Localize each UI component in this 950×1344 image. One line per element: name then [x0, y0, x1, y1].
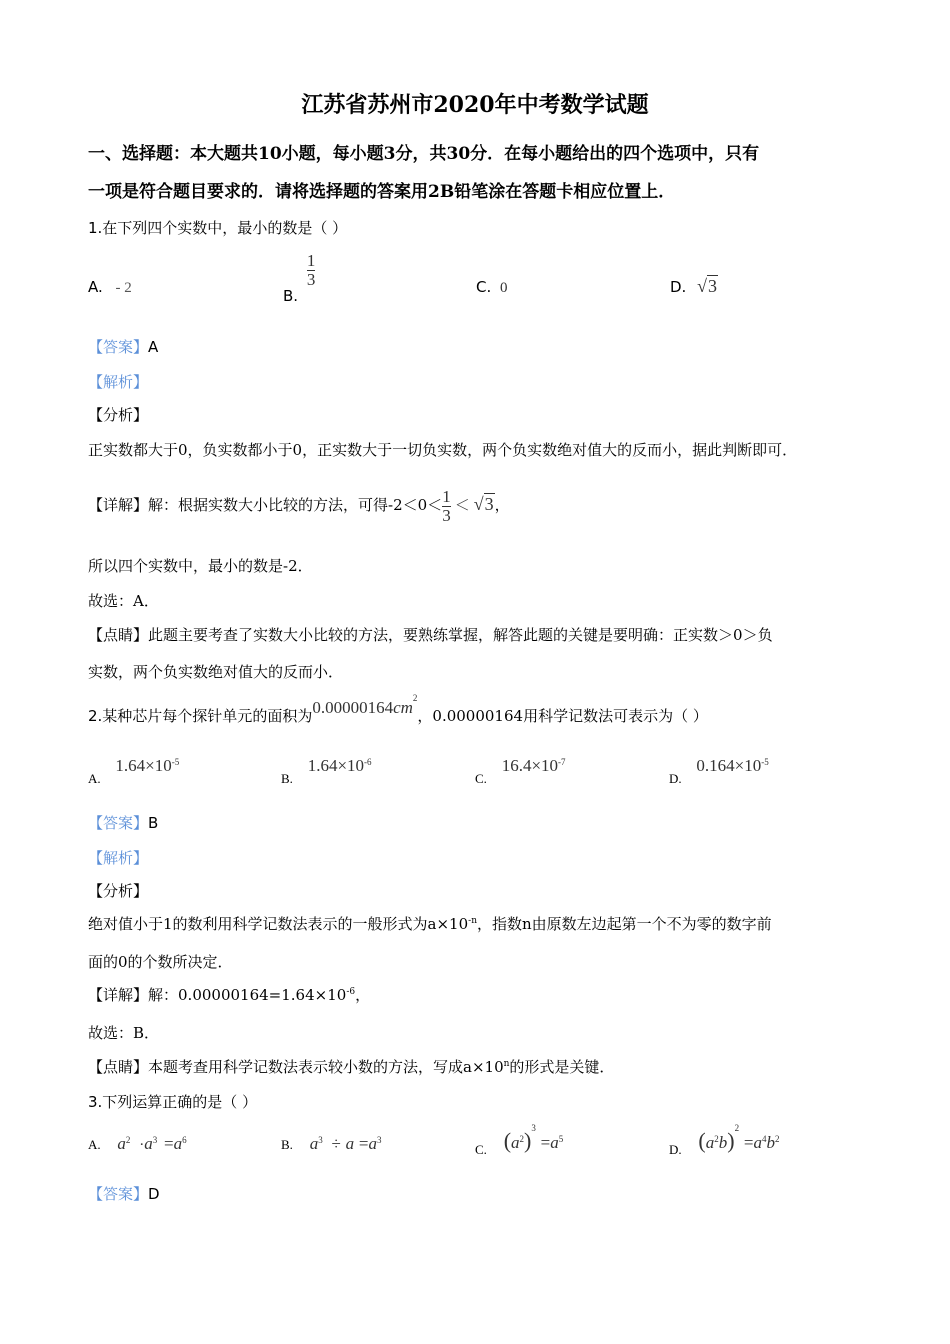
q1-fenxi-tag: 【分析】: [88, 406, 149, 424]
q3-option-a-dot: ·: [139, 1137, 145, 1153]
q3-option-b-eq: =: [358, 1134, 369, 1153]
q3-option-d-rhs-b: b: [766, 1133, 775, 1152]
q3-option-b-base2: a: [345, 1134, 355, 1153]
q2-option-a-mantissa: 1.64: [115, 756, 146, 775]
q2-fenxi1-post: ，指数n由原数左边起第一个不为零的数字前: [477, 915, 772, 933]
q2-detail-line: [88, 985, 890, 1005]
q2-detail-post: ，: [355, 986, 371, 1004]
q1-review-line2: 实数，两个负实数绝对值大的反而小．: [88, 663, 344, 681]
q1-option-a-label: A.: [88, 278, 103, 296]
q1-option-c-value: 0: [500, 280, 508, 296]
q1-review-line1: [88, 625, 890, 645]
q2-option-c-times: ×10: [531, 756, 559, 775]
q2-stem-unit: cm: [393, 698, 413, 717]
q2-option-b-times: ×10: [337, 756, 365, 775]
q3-option-d-exp4: 2: [774, 1134, 780, 1144]
q1-detail-lt: ＜: [454, 498, 470, 514]
q2-option-c-label: C.: [475, 771, 487, 786]
q2-stem-pre: 2.某种芯片每个探针单元的面积为: [88, 707, 313, 725]
q1-stem: 1.在下列四个实数中，最小的数是（ ）: [88, 219, 348, 237]
q2-detail-pre: 解：0.00000164=1.64×10: [148, 986, 347, 1004]
q1-review-tag: 【点睛】: [88, 626, 149, 644]
q1-fenxi-text: 正实数都大于0，负实数都小于0，正实数大于一切负实数，两个负实数绝对值大的反而小，据此判断即可．: [88, 441, 798, 459]
q3-option-a-label: A.: [88, 1137, 101, 1152]
q3-option-b-base1: a: [309, 1134, 319, 1153]
q1-detail-tag: 【详解】: [88, 496, 149, 514]
sqrt-icon: √: [697, 276, 707, 296]
q2-option-c-mantissa: 16.4: [501, 756, 532, 775]
q3-option-b-exp3: 3: [376, 1135, 382, 1145]
q1-detail-line: [88, 484, 890, 526]
q2-stem-number: 0.00000164: [312, 698, 394, 717]
q2-review-post: 的形式是关键．: [509, 1058, 615, 1076]
q3-option-d: D. $(a^2b)^2 =a^4b^2$: [669, 1123, 780, 1157]
q1-option-d-label: D.: [670, 278, 687, 296]
q1-option-d-radicand: 3: [708, 276, 717, 296]
q1-option-d-sqrt: [697, 276, 718, 296]
q2-option-c-exp: -7: [558, 757, 566, 767]
q1-choose: 故选：A．: [88, 592, 159, 610]
q3-answer-tag: 【答案】: [88, 1185, 149, 1203]
page-title: 江苏省苏州市2020年中考数学试题: [301, 92, 649, 118]
q2-option-a-exp: -5: [171, 757, 180, 767]
q1-conclusion: 所以四个实数中，最小的数是-2．: [88, 557, 313, 575]
q2-answer-line: [88, 813, 890, 833]
q3-option-b-base3: a: [368, 1134, 377, 1153]
q1-analysis-tag: 【解析】: [88, 373, 149, 391]
q2-fenxi-line2: 面的0的个数所决定．: [88, 953, 233, 971]
q2-detail-exp: -6: [346, 987, 356, 997]
q1-option-a-value: - 2: [115, 280, 132, 296]
q2-answer-value: B: [148, 814, 159, 832]
q3-answer-line: [88, 1184, 890, 1204]
q3-option-c-base1: a: [511, 1133, 520, 1152]
q2-answer-tag: 【答案】: [88, 814, 149, 832]
q1-option-c-label: C.: [476, 278, 492, 296]
q3-option-a-exp1: 2: [125, 1135, 131, 1145]
q1-detail-radicand: 3: [484, 494, 494, 514]
q2-option-d: [669, 756, 769, 786]
q2-fenxi1-exp: -n: [468, 916, 477, 926]
q2-option-d-label: D.: [669, 771, 682, 786]
q3-option-c-label: C.: [475, 1142, 487, 1157]
q1-option-b-denominator: 3: [306, 270, 316, 289]
q2-review-pre: 本题考查用科学记数法表示较小数的方法，写成a×10: [148, 1058, 504, 1076]
q2-option-d-mantissa: 0.164: [696, 756, 735, 775]
q1-option-b-fraction: [307, 252, 316, 289]
q3-option-c-exp2: 3: [531, 1123, 536, 1133]
q2-option-a-times: ×10: [145, 756, 172, 775]
q2-review-line: [88, 1057, 890, 1077]
q3-option-a-exp3: 6: [182, 1135, 187, 1145]
q1-detail-denominator: 3: [442, 505, 451, 525]
q2-detail-tag: 【详解】: [88, 986, 149, 1004]
q1-detail-text: 解：根据实数大小比较的方法，可得-2＜0＜: [148, 496, 443, 514]
q2-option-b: [281, 756, 372, 786]
q2-option-b-exp: -6: [364, 757, 372, 767]
q3-option-d-exp3: 4: [761, 1134, 767, 1144]
q2-fenxi-line1: [88, 914, 890, 934]
q3-option-b-label: B.: [281, 1137, 293, 1152]
q1-answer-line: [88, 337, 890, 357]
q1-detail-numerator: 1: [442, 486, 451, 506]
q2-option-b-label: B.: [281, 771, 293, 786]
q2-option-a-label: A.: [88, 771, 101, 786]
q2-option-d-times: ×10: [734, 756, 762, 775]
q1-detail-sqrt: [474, 493, 495, 514]
q3-option-b-exp1: 3: [318, 1135, 323, 1145]
q3-option-d-label: D.: [669, 1142, 682, 1157]
q1-option-b-numerator: 1: [306, 251, 316, 270]
q2-review-tag: 【点睛】: [88, 1058, 149, 1076]
q3-option-b-div: ÷: [331, 1134, 341, 1153]
q3-option-b: [281, 1134, 381, 1154]
q2-fenxi-tag: 【分析】: [88, 882, 149, 900]
q1-answer-tag: 【答案】: [88, 338, 149, 356]
q2-review-exp: n: [503, 1059, 510, 1069]
q2-option-d-exp: -5: [761, 757, 769, 767]
q2-stem-post: ，0.00000164用科学记数法可表示为（ ）: [417, 707, 708, 725]
q3-option-a-base1: a: [117, 1134, 126, 1153]
q3-option-c-exp1: 2: [519, 1134, 525, 1144]
q1-detail-comma: ，: [494, 496, 510, 514]
q3-answer-value: D: [148, 1185, 160, 1203]
q3-option-a: [88, 1134, 187, 1154]
q3-option-d-rhs-a: a: [753, 1133, 762, 1152]
sqrt-icon: √: [473, 494, 484, 514]
q1-review-text1: 此题主要考查了实数大小比较的方法，要熟练掌握，解答此题的关键是要明确：正实数＞0＞负: [148, 626, 773, 644]
q3-option-a-base2: a: [144, 1134, 153, 1153]
section-instructions-line2: 一项是符合题目要求的．请将选择题的答案用2B铅笔涂在答题卡相应位置上．: [88, 182, 676, 202]
q1-option-b-label: B.: [283, 286, 299, 305]
q3-option-d-base-a: a: [705, 1133, 715, 1152]
q1-option-d: [670, 276, 718, 297]
q3-option-d-base-b: b: [718, 1133, 728, 1152]
q3-option-d-eq: =: [743, 1133, 754, 1152]
q2-option-a: [88, 756, 180, 786]
q2-stem: [88, 693, 890, 726]
section-instructions-line1: 一、选择题：本大题共10小题，每小题3分，共30分．在每小题给出的四个选项中，只有: [88, 144, 760, 164]
q1-detail-fraction: [442, 488, 451, 525]
q2-fenxi1-pre: 绝对值小于1的数利用科学记数法表示的一般形式为a×10: [88, 915, 469, 933]
q2-choose: 故选：B．: [88, 1024, 160, 1042]
q3-option-a-exp2: 3: [152, 1135, 158, 1145]
q1-answer-value: A: [148, 338, 159, 356]
q2-analysis-tag: 【解析】: [88, 849, 149, 867]
q1-option-a: [88, 278, 132, 297]
q1-option-c: [476, 278, 508, 297]
q3-option-a-base3: a: [173, 1134, 183, 1153]
q2-option-b-mantissa: 1.64: [307, 756, 338, 775]
q3-option-c-eq: =: [540, 1133, 551, 1152]
q3-option-c-base2: a: [550, 1133, 559, 1152]
q3-option-c: C. $(a^2)^3 =a^5$: [475, 1123, 564, 1157]
q3-option-c-exp3: 5: [558, 1134, 564, 1144]
q1-option-b: [283, 251, 316, 305]
q3-option-d-exp2: 2: [734, 1123, 740, 1133]
q2-stem-unit-exp: 2: [412, 693, 418, 703]
q3-option-d-exp1: 2: [714, 1134, 719, 1144]
q3-stem: 3.下列运算正确的是（ ）: [88, 1093, 258, 1111]
q2-option-c: [475, 756, 566, 786]
q3-option-a-eq: =: [163, 1134, 174, 1153]
